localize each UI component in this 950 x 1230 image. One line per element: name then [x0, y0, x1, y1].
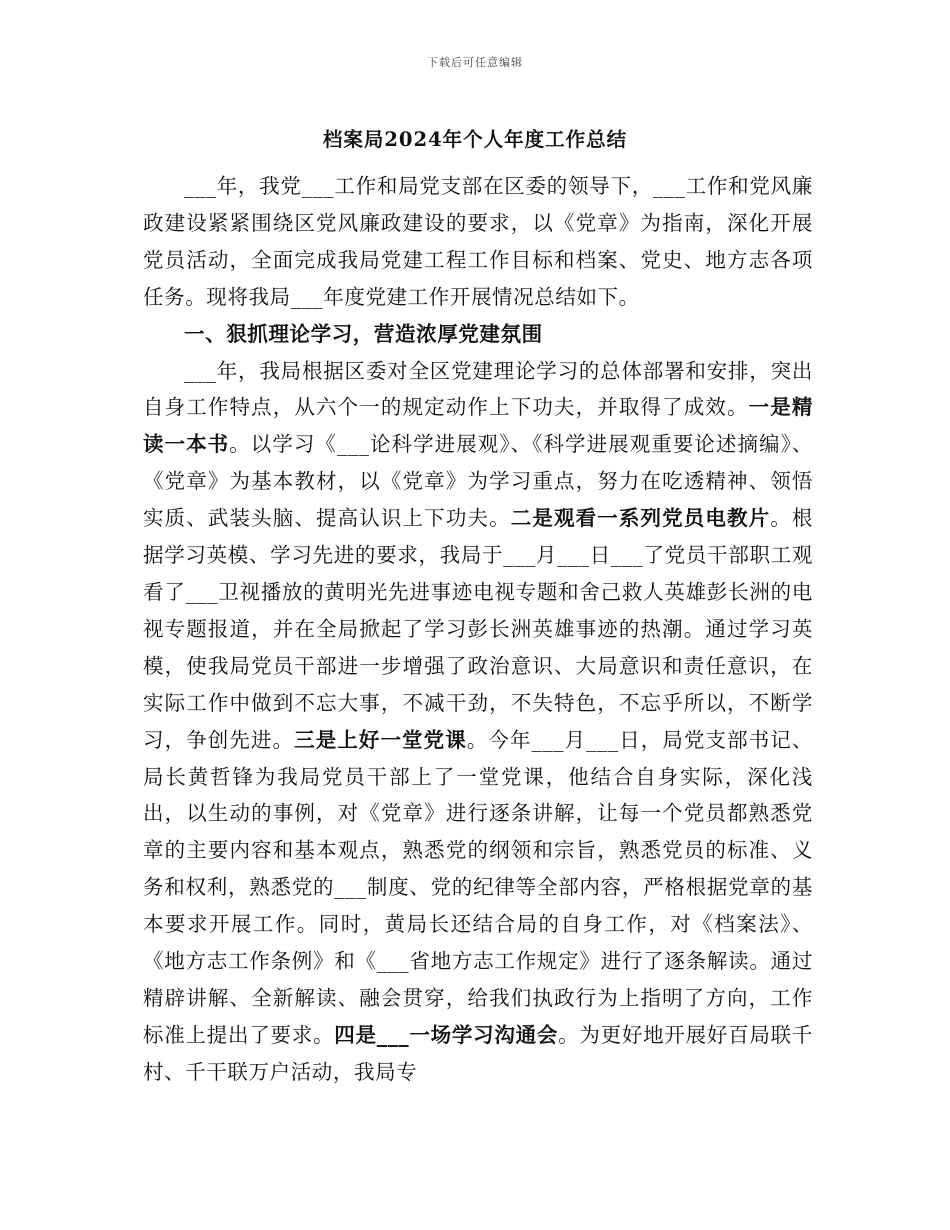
page-header-note: 下载后可任意编辑 [427, 56, 523, 69]
point-title: 一是精读一本书 [143, 395, 813, 457]
section-heading: 一、狠抓理论学习，营造浓厚党建氛围 [184, 321, 543, 346]
document-body [143, 168, 813, 1091]
point-text: 。今年___月___日，局党支部书记、局长黄哲锋为我局党员干部上了一堂党课，他结合自身实际，深化浅出，以生动的事例，对《党章》进行逐条讲解，让每一个党员都熟悉党章的主要内容和基本观点，熟悉党的纲领和宗旨，熟悉党员的标准、义务和权利，熟悉党的___制度、党的纪律等全部内容，严格根据党章的基本要求开展工作。同时，黄局长还结合局的自身工作，对《档案法》、《地方志工作条例》和《___省地方志工作规定》进行了逐条解读。通过精辟讲解、全新解读、融会贯穿，给我们执政行为上指明了方向，工作标准上提出了要求。 [143, 727, 813, 1047]
point-text: 。根据学习英模、学习先进的要求，我局于___月___日___了党员干部职工观看了___卫视播放的黄明光先进事迹电视专题和舍己救人英雄彭长洲的电视专题报道，并在全局掀起了学习彭长洲英雄事迹的热潮。通过学习英模，使我局党员干部进一步增强了政治意识、大局意识和责任意识，在实际工作中做到不忘大事，不减干劲，不失特色，不忘乎所以，不断学习，争创先进。 [143, 506, 814, 752]
point-text: 。以学习《___论科学进展观》、《科学进展观重要论述摘编》、《党章》为基本教材，以《党章》为学习重点，努力在吃透精神、领悟实质、武装头脑、提高认识上下功夫。 [143, 432, 813, 531]
section-paragraph [143, 353, 813, 1091]
document-title: 档案局2024年个人年度工作总结 [322, 128, 628, 151]
intro-paragraph: ___年，我党___工作和局党支部在区委的领导下，___工作和党风廉政建设紧紧围绕区党风廉政建设的要求，以《党章》为指南，深化开展党员活动，全面完成我局党建工程工作目标和档案、党史、地方志各项任务。现将我局___年度党建工作开展情况总结如下。 [143, 174, 813, 309]
point-title: 三是上好一堂党课 [294, 727, 467, 752]
point-title: 四是___一场学习沟通会 [334, 1022, 559, 1047]
point-title: 二是观看一系列党员电教片 [510, 506, 771, 531]
paragraph-lead: ___年，我局根据区委对全区党建理论学习的总体部署和安排，突出自身工作特点，从六个一的规定动作上下功夫，并取得了成效。 [143, 358, 813, 420]
point-text: 。为更好地开展好百局联千村、千干联万户活动，我局专 [143, 1022, 813, 1084]
